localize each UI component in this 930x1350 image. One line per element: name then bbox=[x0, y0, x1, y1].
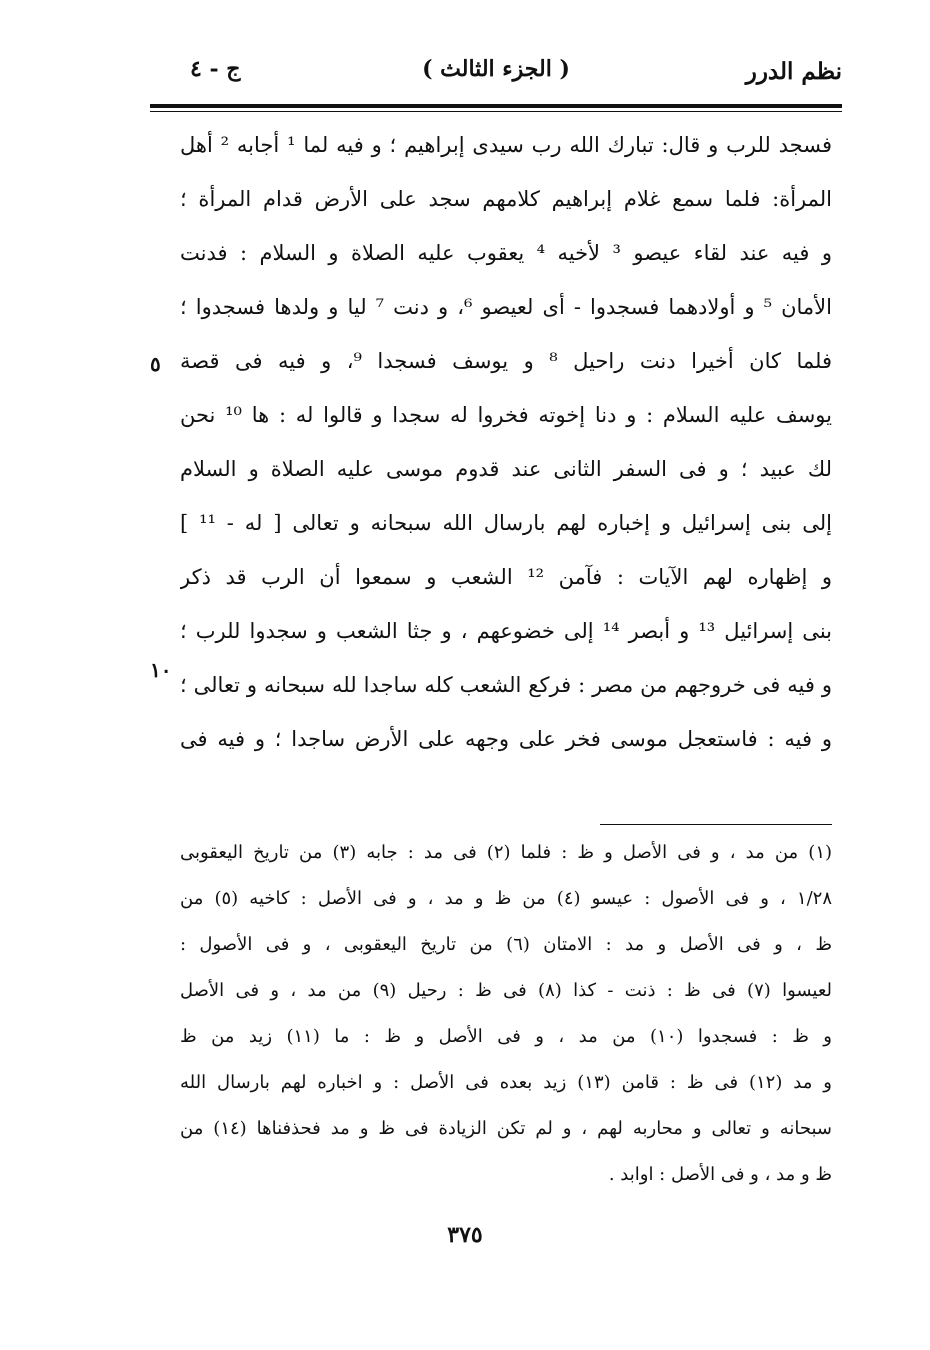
text-line: و فيه : فاستعجل موسى فخر على وجهه على الأرض ساجدا ؛ و فيه فى bbox=[180, 727, 832, 751]
footnote-separator bbox=[600, 824, 832, 825]
page-number: ٣٧٥ bbox=[447, 1222, 483, 1248]
book-title: نظم الدرر bbox=[745, 58, 842, 85]
text-line: يوسف عليه السلام : و دنا إخوته فخروا له سجدا و قالوا له : ها ¹⁰ نحن bbox=[180, 403, 832, 427]
part-label: ( الجزء الثالث ) bbox=[422, 56, 570, 82]
text-line: فلما كان أخيرا دنت راحيل ⁸ و يوسف فسجدا ⁹، و فيه فى قصة bbox=[180, 349, 832, 373]
footnotes bbox=[180, 830, 832, 1198]
footnote-line: ظ ، و فى الأصل و مد : الامتان (٦) من تاريخ اليعقوبى ، و فى الأصول : bbox=[180, 934, 832, 955]
footnote-line: سبحانه و تعالى و محاربه لهم ، و لم تكن الزيادة فى ظ و مد فحذفناها (١٤) من bbox=[180, 1118, 832, 1139]
text-line: الأمان ⁵ و أولادهما فسجدوا - أى لعيصو ⁶، و دنت ⁷ ليا و ولدها فسجدوا ؛ bbox=[180, 295, 832, 319]
main-text bbox=[180, 118, 832, 766]
text-line: و فيه عند لقاء عيصو ³ لأخيه ⁴ يعقوب عليه الصلاة و السلام : فدنت bbox=[180, 241, 832, 265]
volume-label: ج - ٤ bbox=[190, 56, 241, 82]
header-rule-thick bbox=[150, 104, 842, 108]
text-line: لك عبيد ؛ و فى السفر الثانى عند قدوم موسى عليه الصلاة و السلام bbox=[180, 457, 832, 481]
margin-line-number-10: ١٠ bbox=[150, 658, 172, 682]
footnote-line: لعيسوا (٧) فى ظ : ذنت - كذا (٨) فى ظ : رحيل (٩) من مد ، و فى الأصل bbox=[180, 980, 832, 1001]
text-line: بنى إسرائيل ¹³ و أبصر ¹⁴ إلى خضوعهم ، و جثا الشعب و سجدوا للرب ؛ bbox=[180, 619, 832, 643]
text-line: إلى بنى إسرائيل و إخباره لهم بارسال الله سبحانه و تعالى [ له - ¹¹ ] bbox=[180, 511, 832, 535]
text-line: و فيه فى خروجهم من مصر : فركع الشعب كله ساجدا لله سبحانه و تعالى ؛ bbox=[180, 673, 832, 697]
running-header bbox=[150, 50, 842, 100]
margin-line-number-5: ٥ bbox=[150, 352, 161, 376]
text-line: فسجد للرب و قال: تبارك الله رب سيدى إبراهيم ؛ و فيه لما ¹ أجابه ² أهل bbox=[180, 133, 832, 157]
footnote-line: و مد (١٢) فى ظ : قامن (١٣) زيد بعده فى الأصل : و اخباره لهم بارسال الله bbox=[180, 1072, 832, 1093]
header-rule-thin bbox=[150, 111, 842, 112]
footnote-line: (١) من مد ، و فى الأصل و ظ : فلما (٢) فى مد : جابه (٣) من تاريخ اليعقوبى bbox=[180, 842, 832, 863]
footnote-line: ظ و مد ، و فى الأصل : اوابد . bbox=[608, 1164, 832, 1185]
footnote-line: ١/٢٨ ، و فى الأصول : عيسو (٤) من ظ و مد ، و فى الأصل : كاخيه (٥) من bbox=[180, 888, 832, 909]
footnote-line: و ظ : فسجدوا (١٠) من مد ، و فى الأصل و ظ : ما (١١) زيد من ظ bbox=[180, 1026, 832, 1047]
text-line: المرأة: فلما سمع غلام إبراهيم كلامهم سجد على الأرض قدام المرأة ؛ bbox=[180, 187, 832, 211]
text-line: و إظهاره لهم الآيات : فآمن ¹² الشعب و سمعوا أن الرب قد ذكر bbox=[180, 565, 832, 589]
